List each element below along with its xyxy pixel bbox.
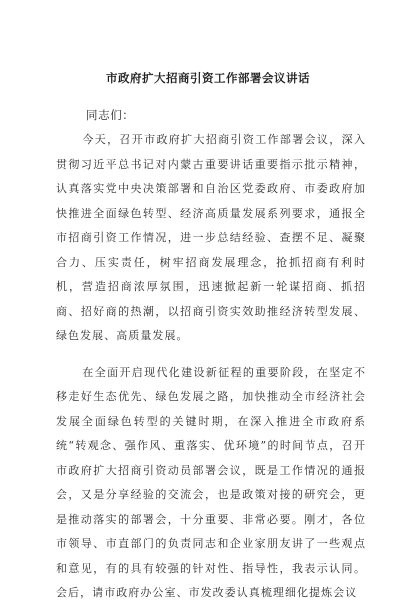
document-title: 市政府扩大招商引资工作部署会议讲话: [106, 71, 310, 85]
paragraph-2: 在全面开启现代化建设新征程的重要阶段，在坚定不移走好生态优先、绿色发展之路，加快推动全市经济社会发展全面绿色转型的关键时期，在深入推进全市政府系统“转观念、强作风、重落实、优环境”的时间节点，召开市政府扩大招商引资动员部署会议，既是工作情况的通报会，又是分享经验的交流会，也是政策对接的研究会，更是推动落实的部署会，十分重要、非常必要。刚才，各位市领导、市直部门的负责同志和企业家朋友讲了一些观点和意见，有的具有较强的针对性、指导性，我表示认同。会后，请市政府办公室、市发改委认真梳理细化提炼会议: [56, 365, 366, 599]
salutation: 同志们：: [86, 108, 135, 122]
paragraph-1: 今天，召开市政府扩大招商引资工作部署会议，深入贯彻习近平总书记对内蒙古重要讲话重要指示批示精神，认真落实党中央决策部署和自治区党委政府、市委政府加快推进全面绿色转型、经济高质量发展系列要求，通报全市招商引资工作情况，进一步总结经验、查摆不足、凝聚合力、压实责任，树牢招商发展理念，抢抓招商有利时机，营造招商浓厚氛围，迅速掀起新一轮谋招商、抓招商、招好商的热潮，以招商引资实效助推经济转型发展、绿色发展、高质量发展。: [56, 133, 366, 342]
